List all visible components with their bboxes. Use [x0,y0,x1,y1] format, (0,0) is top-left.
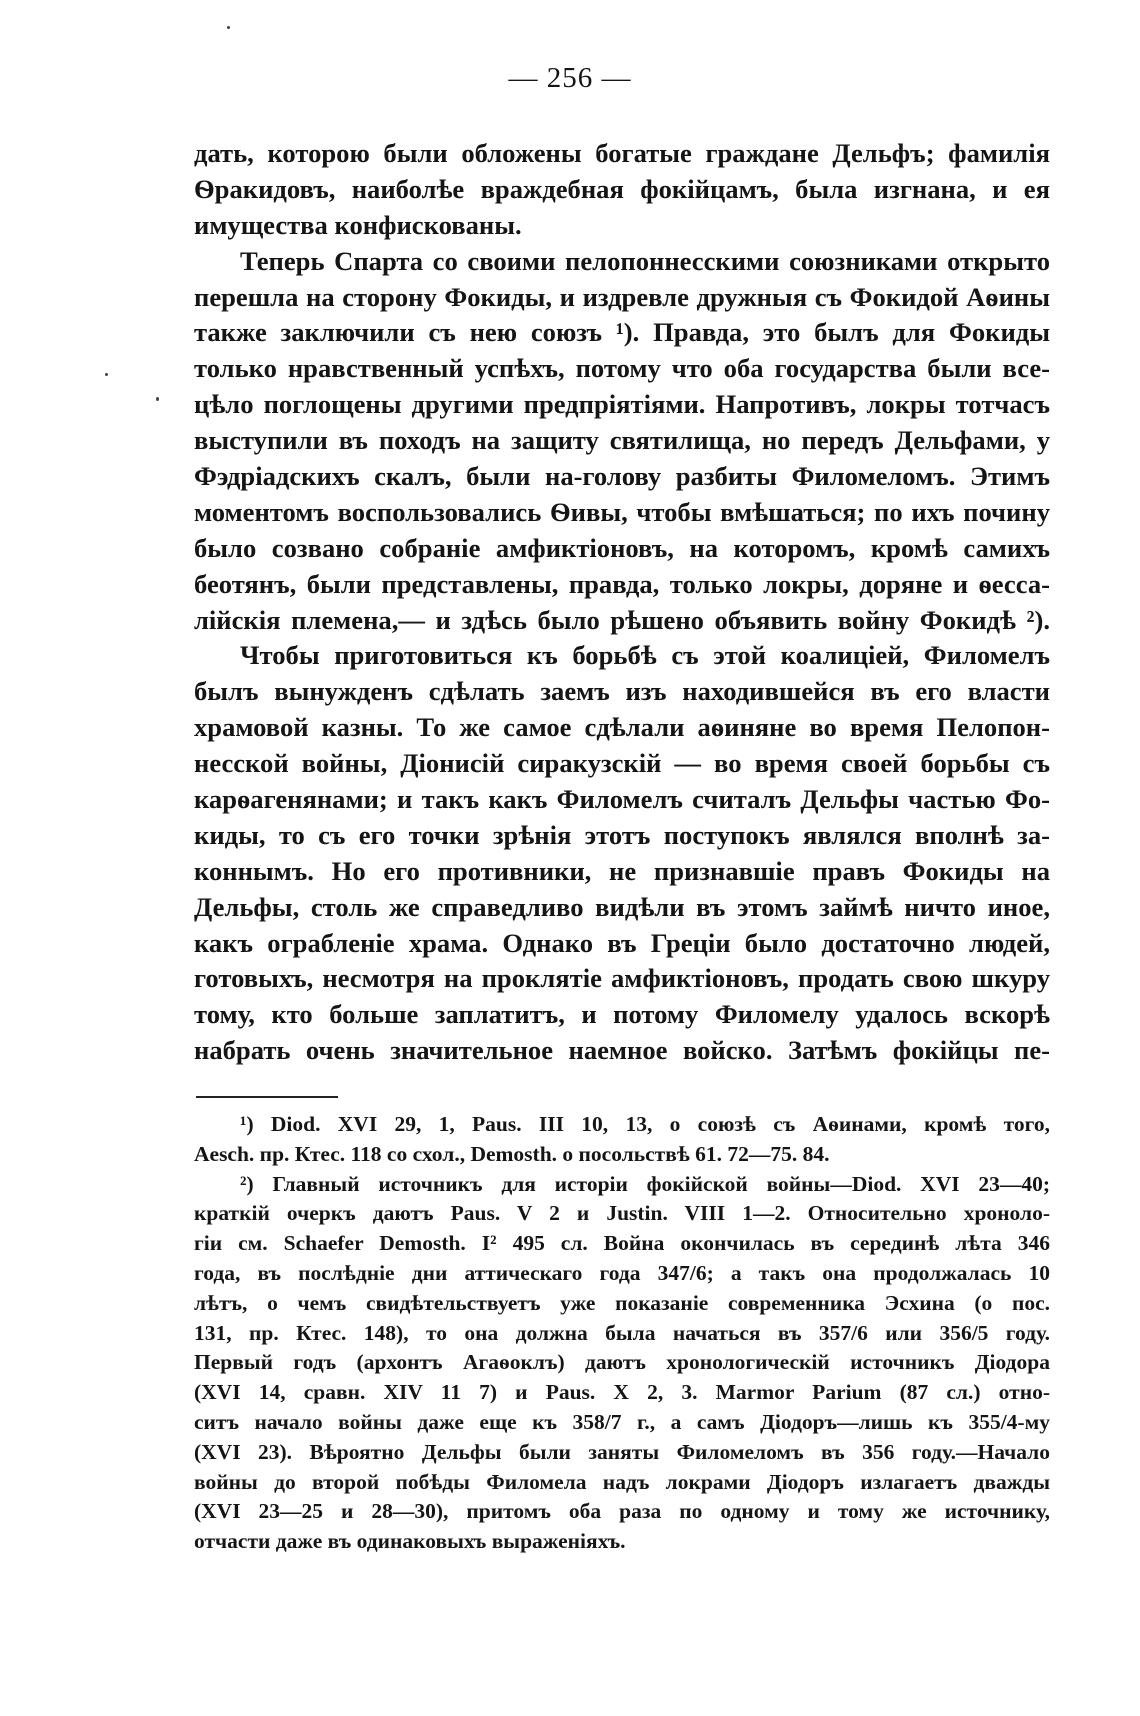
print-speck [156,397,159,401]
text-line: набрать очень значительное наемное войско. Затѣмъ фокійцы пе- [194,1035,1050,1066]
text-line: коннымъ. Но его противники, не признавшіе правъ Фокиды на [194,855,1050,886]
text-line: моментомъ воспользовались Ѳивы, чтобы вмѣшаться; по ихъ почину [194,496,1050,527]
text-line: лійскія племена,— и здѣсь было рѣшено объявить войну Фокидѣ ²). [194,604,1050,635]
text-line: тому, кто больше заплатитъ, и потому Филомелу удалось вскорѣ [194,999,1050,1030]
text-line: выступили въ походъ на защиту святилища, но передъ Дельфами, у [194,425,1050,456]
text-line: только нравственный успѣхъ, потому что оба государства были все- [194,353,1050,384]
text-line: Теперь Спарта со своими пелопоннесскими союзниками открыто [240,245,1050,276]
text-line: Ѳракидовъ, наиболѣе враждебная фокійцамъ, была изгнана, и ея [194,173,1050,204]
footnote-line: Aesch. пр. Ктес. 118 со схол., Demosth. о посольствѣ 61. 72—75. 84. [194,1141,830,1166]
text-line: было созвано собраніе амфиктіоновъ, на которомъ, кромѣ самихъ [194,532,1050,563]
footnote-line: ¹) Diod. XVI 29, 1, Paus. III 10, 13, о союзѣ съ Аѳинами, кромѣ того, [240,1112,1050,1136]
text-line: готовыхъ, несмотря на проклятіе амфиктіоновъ, продать свою шкуру [194,963,1050,994]
text-line: беотянъ, были представлены, правда, только локры, доряне и ѳесса- [194,568,1050,599]
text-line: былъ вынужденъ сдѣлать заемъ изъ находившейся въ его власти [194,676,1050,707]
text-line: храмовой казны. То же самое сдѣлали аѳиняне во время Пелопон- [194,712,1050,743]
text-line: Фэдріадскихъ скалъ, были на-голову разбиты Филомеломъ. Этимъ [194,461,1050,492]
footnote-line: войны до второй побѣды Филомела надъ локрами Діодоръ излагаетъ дважды [194,1469,1050,1494]
text-line: несской войны, Діонисій сиракузскій — во время своей борьбы съ [194,748,1050,779]
text-line: цѣло поглощены другими предпріятіями. Напротивъ, локры тотчасъ [194,389,1050,420]
print-speck [105,373,108,376]
footnote-line: года, въ послѣдніе дни аттическаго года 347/6; а такъ она продолжалась 10 [194,1260,1050,1285]
text-line: киды, то съ его точки зрѣнія этотъ поступокъ являлся вполнѣ за- [194,819,1050,850]
footnote-line: (XVI 23). Вѣроятно Дельфы были заняты Филомеломъ въ 356 году.—Начало [194,1439,1050,1464]
text-line: карѳагенянами; и такъ какъ Филомелъ считалъ Дельфы частью Фо- [194,784,1050,815]
text-line: какъ ограбленіе храма. Однако въ Греціи было достаточно людей, [194,927,1050,958]
footnote-line: лѣтъ, о чемъ свидѣтельствуетъ уже показаніе современника Эсхина (о пос. [194,1290,1050,1315]
footnote-line: (XVI 23—25 и 28—30), притомъ оба раза по одному и тому же источнику, [194,1499,1050,1524]
footnote-divider [196,1096,338,1098]
footnote-line: краткій очеркъ даютъ Paus. V 2 и Justin. VIII 1—2. Относительно хроноло- [194,1201,1050,1226]
page-number: — 256 — [508,62,632,94]
footnote-line: Первый годъ (архонтъ Агаѳоклъ) даютъ хронологическій источникъ Діодора [194,1350,1050,1375]
text-line: перешла на сторону Фокиды, и издревле дружныя съ Фокидой Аѳины [194,281,1050,312]
text-line: Дельфы, столь же справедливо видѣли въ этомъ займѣ ничто иное, [194,891,1050,922]
footnote-line: отчасти даже въ одинаковыхъ выраженіяхъ. [194,1529,626,1554]
footnote-line: ²) Главный источникъ для исторіи фокійской войны—Diod. XVI 23—40; [240,1171,1050,1196]
footnote-line: 131, пр. Ктес. 148), то она должна была начаться въ 357/6 или 356/5 году. [194,1320,1050,1345]
text-line: также заключили съ нею союзъ ¹). Правда, это былъ для Фокиды [194,317,1050,348]
footnote-line: гіи см. Schaefer Demosth. I² 495 сл. Война окончилась въ серединѣ лѣта 346 [194,1231,1050,1256]
footnotes [194,1110,1050,1557]
footnote-line: ситъ начало войны даже еще къ 358/7 г., а самъ Діодоръ—лишь къ 355/4-му [194,1409,1050,1434]
main-text [194,136,1050,1069]
text-line: дать, которою были обложены богатые граждане Дельфъ; фамилія [194,138,1050,168]
text-line: имущества конфискованы. [194,209,522,240]
footnote-line: (XVI 14, сравн. XIV 11 7) и Paus. X 2, 3. Marmor Parium (87 сл.) отно- [194,1380,1050,1405]
text-line: Чтобы приготовиться къ борьбѣ съ этой коалиціей, Филомелъ [240,640,1050,671]
print-speck [227,26,230,29]
